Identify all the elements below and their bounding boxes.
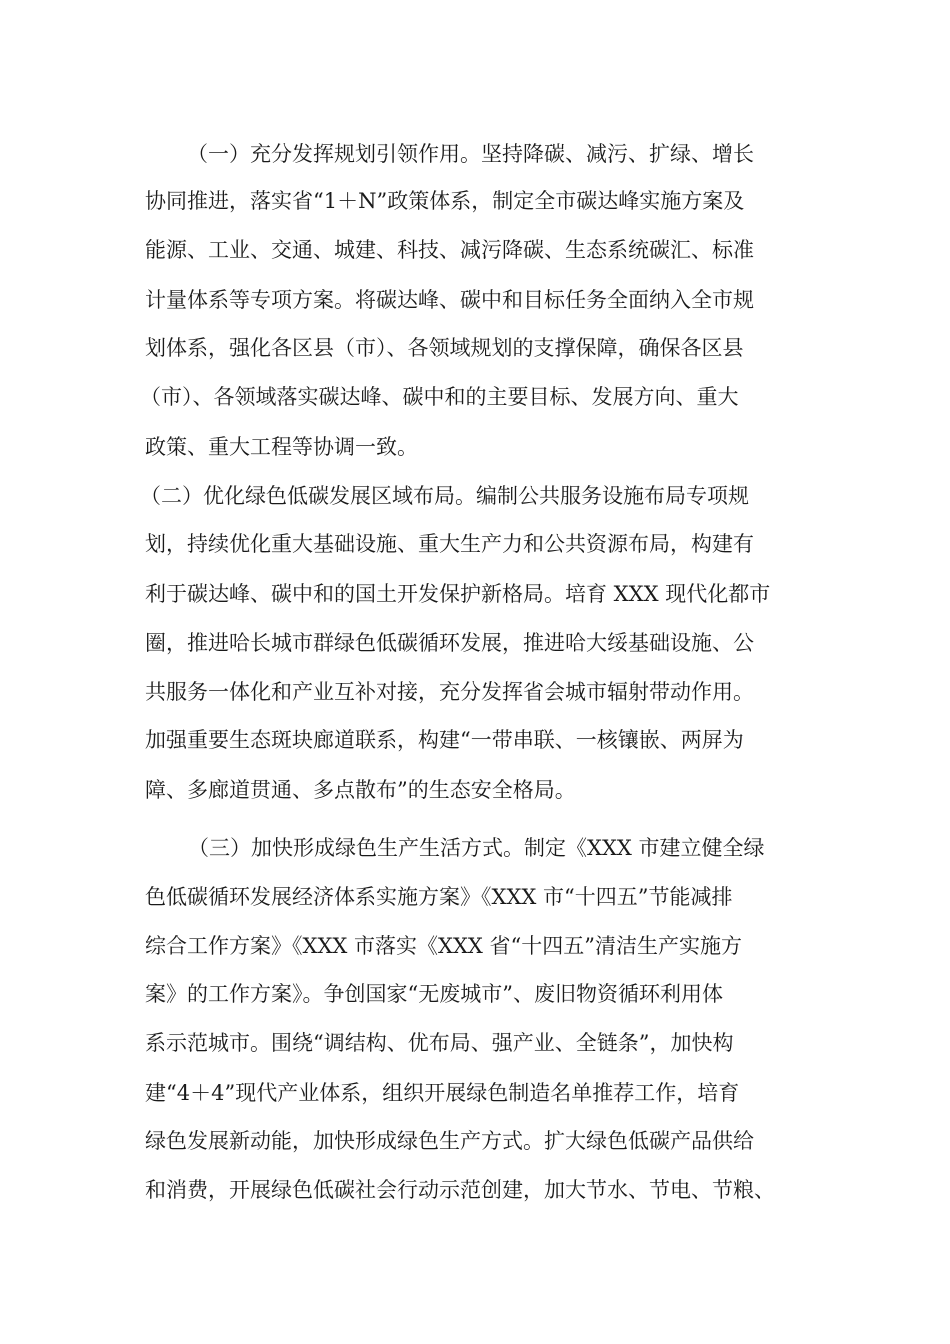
paragraph-1-line-3: 能源、工业、交通、城建、科技、减污降碳、生态系统碳汇、标准	[145, 238, 754, 262]
paragraph-1-line-1: （一）充分发挥规划引领作用。坚持降碳、减污、扩绿、增长	[187, 142, 754, 166]
paragraph-1-line-4: 计量体系等专项方案。将碳达峰、碳中和目标任务全面纳入全市规	[145, 288, 754, 312]
paragraph-3-line-7: 绿色发展新动能，加快形成绿色生产方式。扩大绿色低碳产品供给	[145, 1129, 754, 1153]
paragraph-1-line-2: 协同推进，落实省“1＋N”政策体系，制定全市碳达峰实施方案及	[145, 189, 745, 213]
paragraph-2-line-6: 加强重要生态斑块廊道联系，构建“一带串联、一核镶嵌、两屏为	[145, 728, 744, 752]
paragraph-3-line-2: 色低碳循环发展经济体系实施方案》《XXX 市“十四五”节能减排	[145, 885, 733, 909]
paragraph-2-line-5: 共服务一体化和产业互补对接，充分发挥省会城市辐射带动作用。	[145, 680, 754, 704]
paragraph-3-line-3: 综合工作方案》《XXX 市落实《XXX 省“十四五”清洁生产实施方	[145, 934, 743, 958]
paragraph-1-line-6: （市）、各领域落实碳达峰、碳中和的主要目标、发展方向、重大	[140, 385, 739, 409]
paragraph-3-line-5: 系示范城市。围绕“调结构、优布局、强产业、全链条”，加快构	[145, 1031, 734, 1055]
paragraph-2-line-2: 划，持续优化重大基础设施、重大生产力和公共资源布局，构建有	[145, 532, 754, 556]
paragraph-2-line-1: （二）优化绿色低碳发展区域布局。编制公共服务设施布局专项规	[140, 484, 749, 508]
paragraph-2-line-7: 障、多廊道贯通、多点散布”的生态安全格局。	[145, 778, 576, 802]
paragraph-2-line-4: 圈，推进哈长城市群绿色低碳循环发展，推进哈大绥基础设施、公	[145, 631, 754, 655]
paragraph-3-line-1: （三）加快形成绿色生产生活方式。制定《XXX 市建立健全绿	[188, 836, 765, 860]
paragraph-3-line-4: 案》的工作方案》。争创国家“无废城市”、废旧物资循环利用体	[145, 982, 723, 1006]
paragraph-1-line-5: 划体系，强化各区县（市）、各领域规划的支撑保障，确保各区县	[145, 336, 744, 360]
paragraph-1-line-7: 政策、重大工程等协调一致。	[145, 435, 418, 459]
paragraph-3-line-6: 建“4＋4”现代产业体系，组织开展绿色制造名单推荐工作，培育	[145, 1081, 740, 1105]
paragraph-3-line-8: 和消费，开展绿色低碳社会行动示范创建，加大节水、节电、节粮、	[145, 1178, 775, 1202]
paragraph-2-line-3: 利于碳达峰、碳中和的国土开发保护新格局。培育 XXX 现代化都市	[145, 582, 771, 606]
